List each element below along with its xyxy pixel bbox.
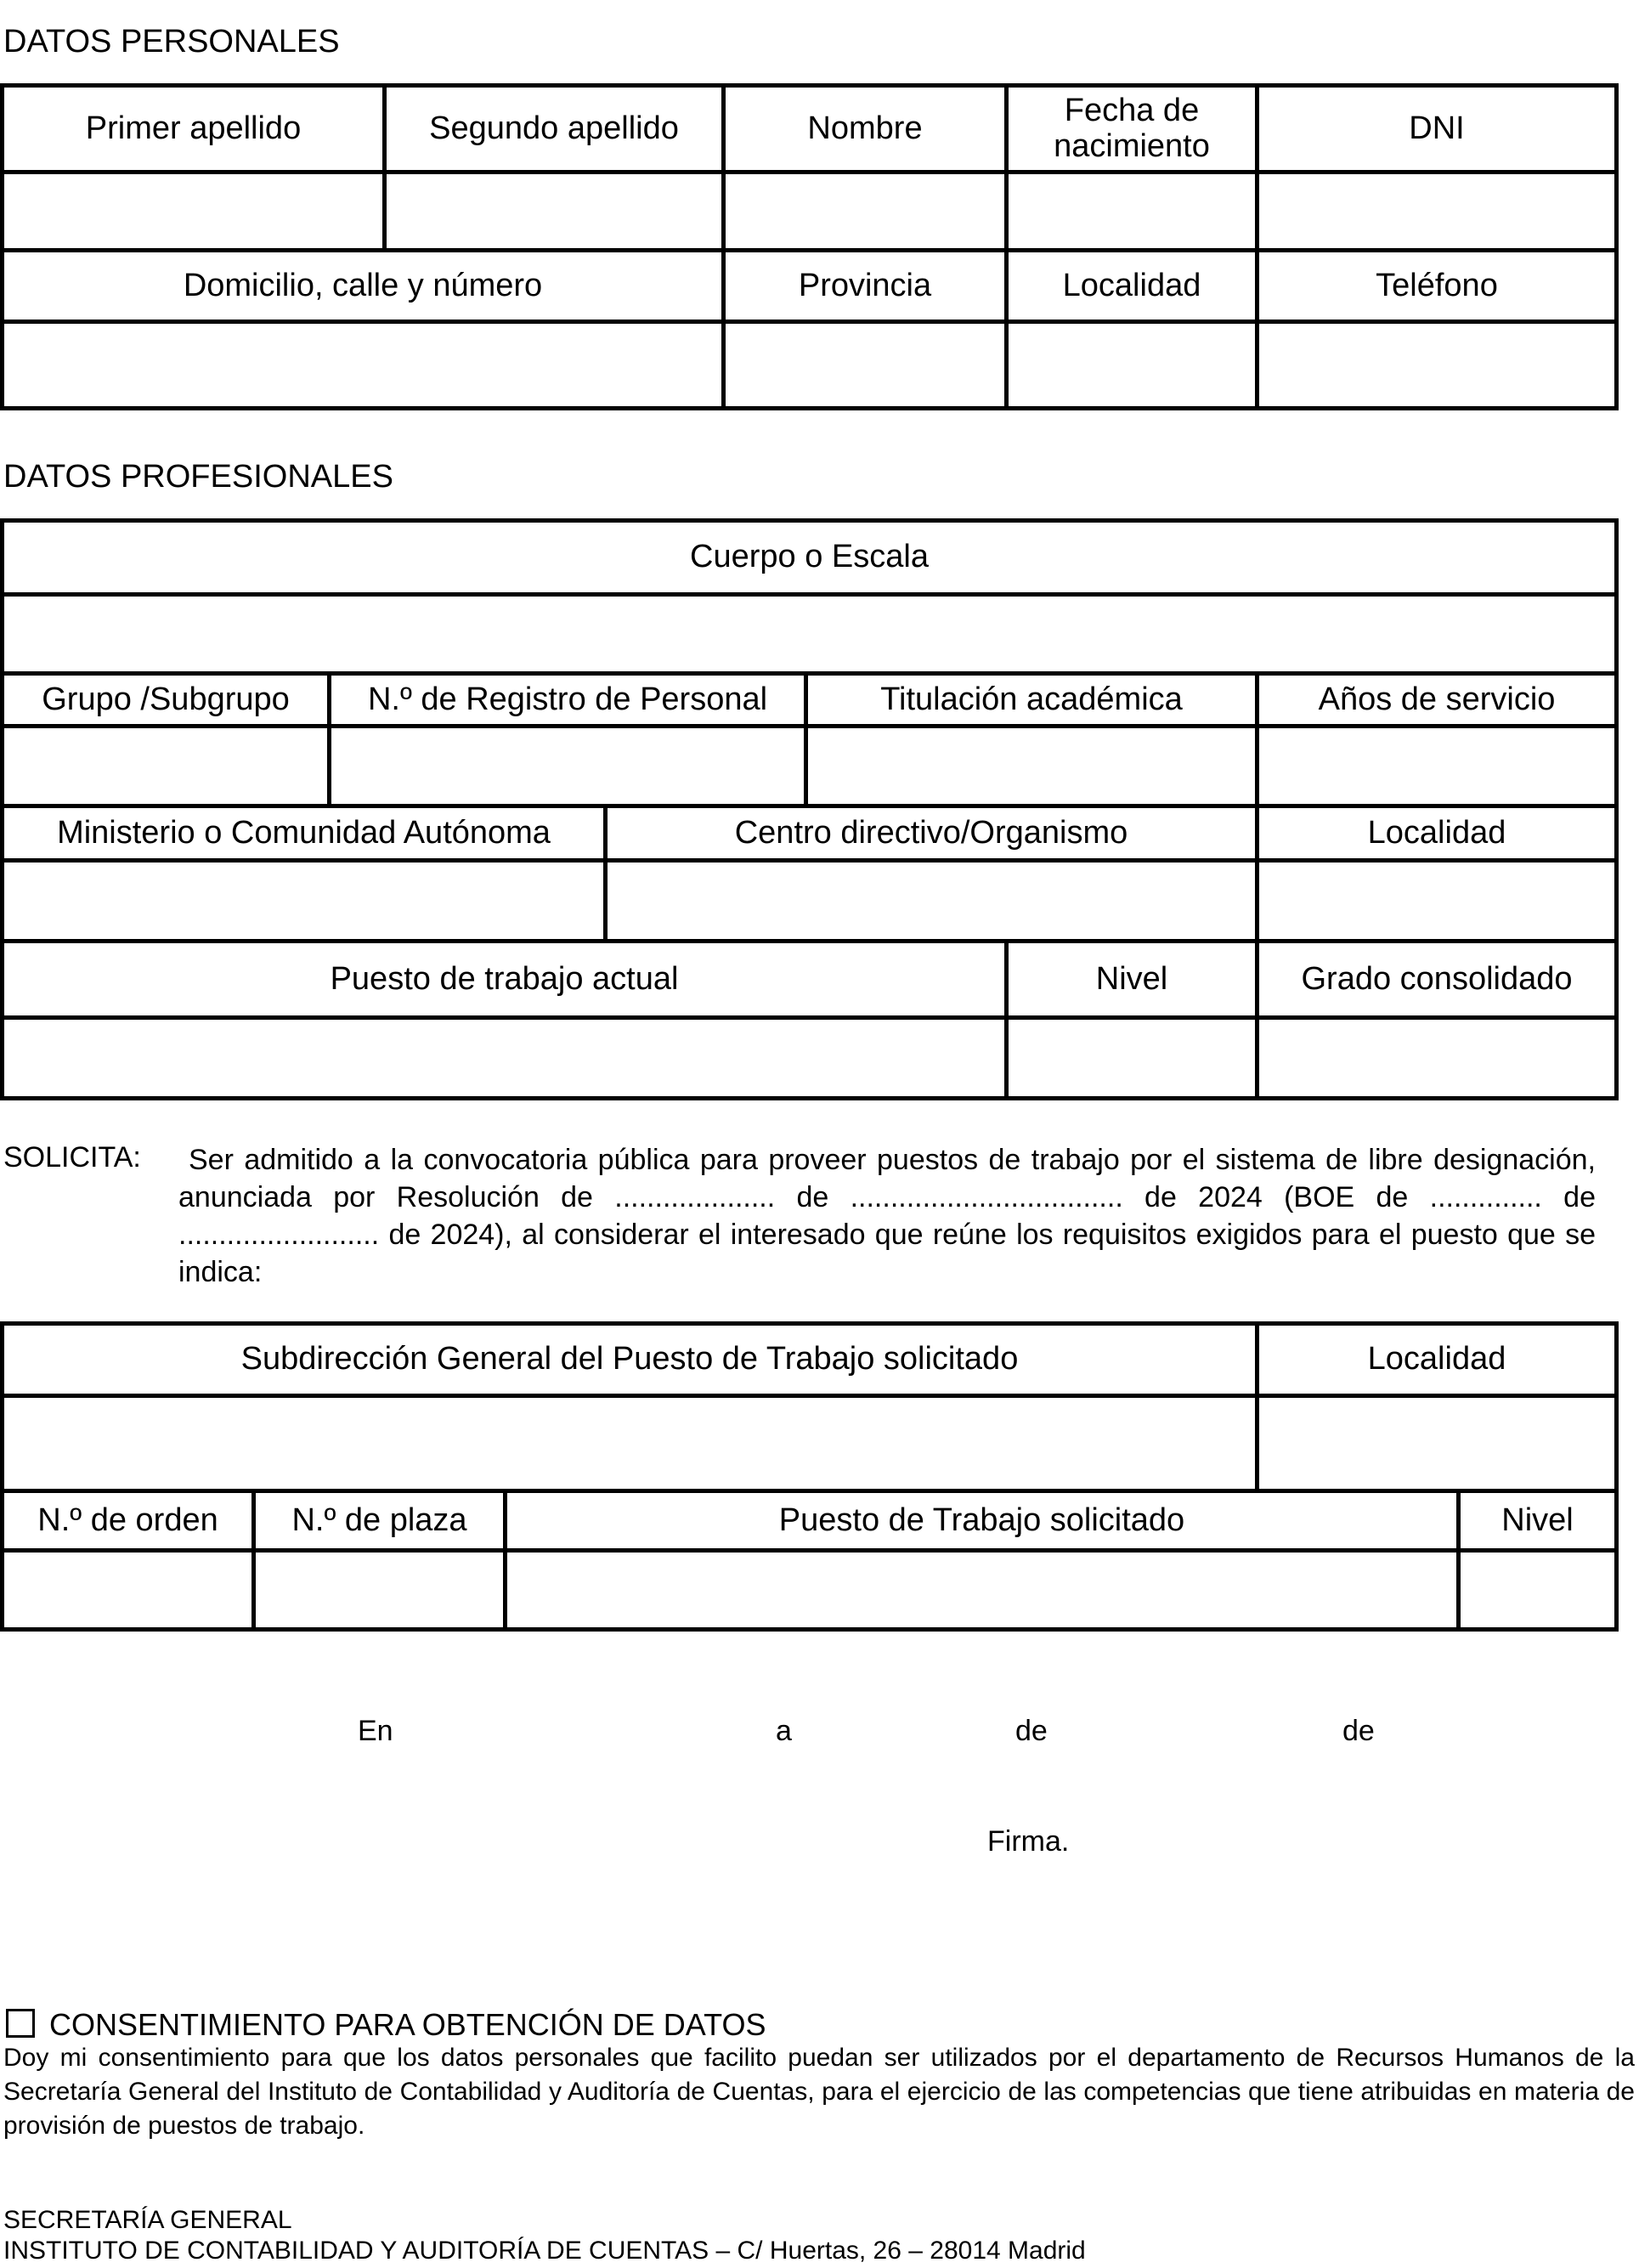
fecha-a: a <box>776 1715 792 1747</box>
header-nombre: Nombre <box>807 110 923 146</box>
footer-secretaria: SECRETARÍA GENERAL <box>3 2206 292 2234</box>
header-titulacion: Titulación académica <box>880 681 1183 717</box>
header-grado-consolidado: Grado consolidado <box>1301 960 1573 997</box>
consent-checkbox[interactable] <box>6 2009 35 2038</box>
field-telefono[interactable] <box>1259 324 1614 406</box>
header-ministerio: Ministerio o Comunidad Autónoma <box>57 814 551 851</box>
consent-title: CONSENTIMIENTO PARA OBTENCIÓN DE DATOS <box>49 2007 766 2042</box>
fecha-de-1: de <box>1015 1715 1048 1747</box>
header-puesto-actual: Puesto de trabajo actual <box>330 960 679 997</box>
field-grado-consolidado[interactable] <box>1259 1020 1614 1096</box>
field-grupo-subgrupo[interactable] <box>4 728 327 804</box>
field-fecha-nacimiento[interactable] <box>1009 174 1255 248</box>
header-primer-apellido: Primer apellido <box>85 110 302 146</box>
header-subdireccion-general: Subdirección General del Puesto de Trabajo solicitado <box>240 1341 1019 1377</box>
field-anos-servicio[interactable] <box>1259 728 1614 804</box>
field-localidad-solicitado[interactable] <box>1259 1398 1614 1489</box>
header-grupo-subgrupo: Grupo /Subgrupo <box>42 681 290 717</box>
field-domicilio[interactable] <box>4 324 721 406</box>
field-subdireccion-general[interactable] <box>4 1398 1255 1489</box>
header-provincia: Provincia <box>798 267 932 303</box>
section-title-datos-profesionales: DATOS PROFESIONALES <box>3 459 393 495</box>
field-provincia[interactable] <box>726 324 1004 406</box>
fecha-en: En <box>358 1715 393 1747</box>
field-puesto-solicitado[interactable] <box>507 1553 1456 1627</box>
field-segundo-apellido[interactable] <box>387 174 721 248</box>
field-centro-directivo[interactable] <box>608 863 1255 939</box>
field-cuerpo-escala[interactable] <box>4 597 1614 671</box>
fecha-de-2: de <box>1342 1715 1375 1747</box>
header-localidad-solicitado: Localidad <box>1367 1341 1506 1377</box>
section-title-datos-personales: DATOS PERSONALES <box>3 24 340 59</box>
firma-label: Firma. <box>987 1825 1070 1858</box>
field-numero-orden[interactable] <box>4 1553 252 1627</box>
header-localidad-prof: Localidad <box>1367 814 1506 851</box>
header-localidad: Localidad <box>1062 267 1201 303</box>
field-localidad[interactable] <box>1009 324 1255 406</box>
header-fecha-nacimiento: Fecha de nacimiento <box>1054 92 1210 164</box>
header-nivel: Nivel <box>1095 960 1168 997</box>
solicita-paragraph: Ser admitido a la convocatoria pública para proveer puestos de trabajo por el sistema de libre designación, anunciada por Resolución de .................... de .................................. de 2024 (BOE de .............. de ......................... de 2024), al considerar el interesado que reúne los requisitos exigidos para el puesto que se indica: <box>178 1144 1596 1288</box>
header-puesto-solicitado: Puesto de Trabajo solicitado <box>778 1502 1185 1538</box>
field-registro-personal[interactable] <box>331 728 804 804</box>
header-segundo-apellido: Segundo apellido <box>429 110 679 146</box>
field-nivel[interactable] <box>1009 1020 1255 1096</box>
header-registro-personal: N.º de Registro de Personal <box>367 681 768 717</box>
header-numero-orden: N.º de orden <box>37 1502 218 1538</box>
field-nombre[interactable] <box>726 174 1004 248</box>
solicita-label: SOLICITA: <box>3 1141 141 1174</box>
field-numero-plaza[interactable] <box>256 1553 503 1627</box>
solicita-text <box>178 1141 1596 1291</box>
field-ministerio[interactable] <box>4 863 603 939</box>
header-anos-servicio: Años de servicio <box>1318 681 1556 717</box>
header-numero-plaza: N.º de plaza <box>291 1502 467 1538</box>
header-cuerpo-escala: Cuerpo o Escala <box>690 539 929 575</box>
header-telefono: Teléfono <box>1376 267 1498 303</box>
field-nivel-solicitado[interactable] <box>1461 1553 1614 1627</box>
consent-text: Doy mi consentimiento para que los datos personales que facilito puedan ser utilizados por el departamento de Recursos Humanos de la Secretaría General del Instituto de Contabilidad y Auditoría de Cuentas, para el ejercicio de las competencias que tiene atribuidas en materia de provisión de puestos de trabajo. <box>3 2044 1635 2140</box>
footer-instituto: INSTITUTO DE CONTABILIDAD Y AUDITORÍA DE CUENTAS – C/ Huertas, 26 – 28014 Madrid <box>3 2237 1086 2265</box>
field-puesto-actual[interactable] <box>4 1020 1004 1096</box>
header-centro-directivo: Centro directivo/Organismo <box>734 814 1128 851</box>
field-dni[interactable] <box>1259 174 1614 248</box>
header-dni: DNI <box>1409 110 1465 146</box>
header-domicilio: Domicilio, calle y número <box>183 267 543 303</box>
field-primer-apellido[interactable] <box>4 174 382 248</box>
header-nivel-solicitado: Nivel <box>1501 1502 1574 1538</box>
field-titulacion[interactable] <box>808 728 1255 804</box>
field-localidad-prof[interactable] <box>1259 863 1614 939</box>
